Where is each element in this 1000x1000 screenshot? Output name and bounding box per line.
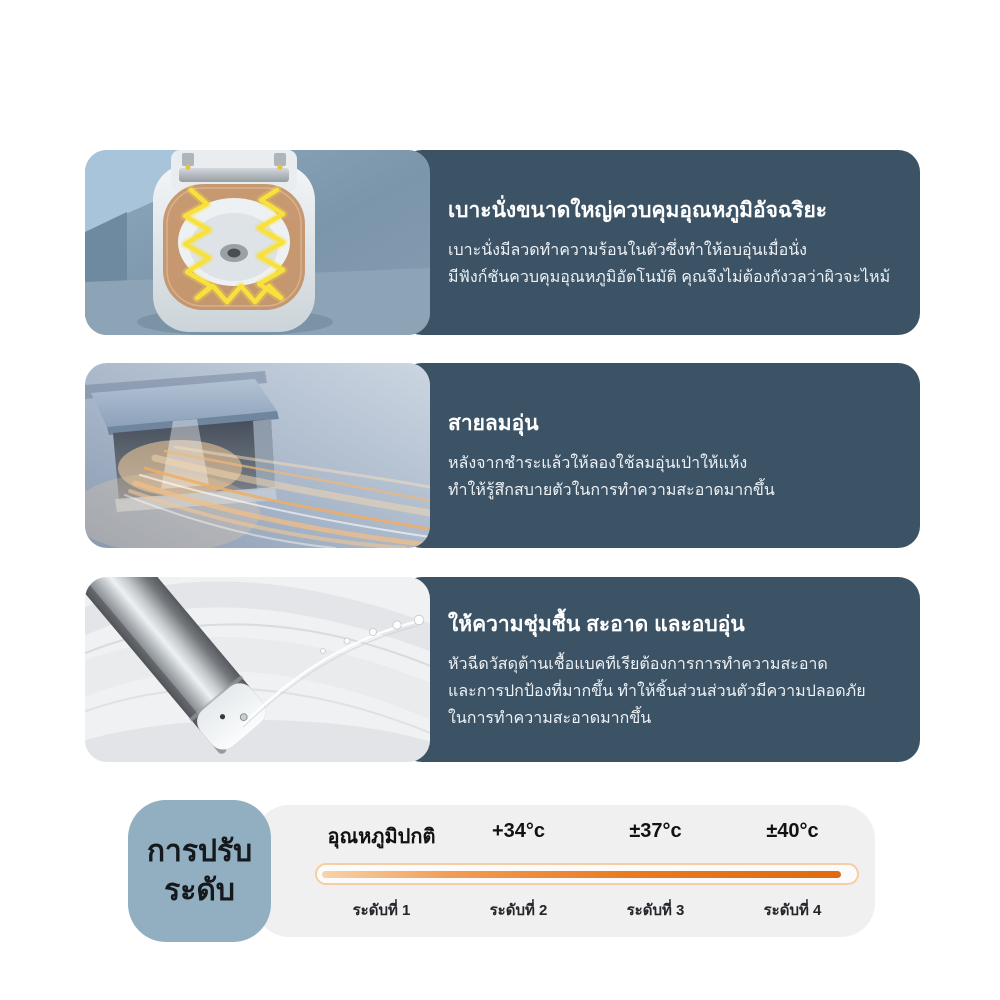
level-label: ระดับที่ 3 xyxy=(626,902,685,919)
feature-panel xyxy=(400,150,920,335)
feature-body-line: เบาะนั่งมีลวดทำความร้อนในตัวซึ่งทำให้อบอุ่นเมื่อนั่ง xyxy=(448,242,807,259)
warm-air-dryer-image xyxy=(85,363,430,548)
level-label: ระดับที่ 1 xyxy=(352,902,411,919)
feature-card-heated-seat xyxy=(0,150,1000,335)
feature-body-line: ทำให้รู้สึกสบายตัวในการทำความสะอาดมากขึ้น xyxy=(448,482,775,499)
temperature-gradient-bar-fill xyxy=(322,871,841,878)
feature-body-line: หัวฉีดวัสดุต้านเชื้อแบคทีเรียต้องการการทำความสะอาด xyxy=(448,655,828,673)
feature-card-spray-nozzle xyxy=(0,577,1000,762)
feature-body-line: มีฟังก์ชันควบคุมอุณหภูมิอัตโนมัติ คุณจึงไม่ต้องกังวลว่าผิวจะไหม้ xyxy=(448,269,891,286)
adjustment-scale-panel xyxy=(255,805,875,937)
feature-text-block xyxy=(400,608,888,732)
feature-card-warm-air xyxy=(0,363,1000,548)
adjustment-heading-line: การปรับ xyxy=(146,835,253,868)
temperature-labels-row xyxy=(313,820,861,852)
level-label: ระดับที่ 2 xyxy=(489,902,548,919)
toilet-heated-seat-image xyxy=(85,150,430,335)
feature-panel xyxy=(400,577,920,762)
temperature-label: ±40°c xyxy=(766,820,819,842)
feature-text-block xyxy=(400,194,912,291)
adjustment-scale-content xyxy=(313,805,861,937)
feature-body-line: และการปกป้องที่มากขึ้น ทำให้ชิ้นส่วนส่วนตัวมีความปลอดภัย xyxy=(448,682,866,700)
level-labels-row xyxy=(313,898,861,922)
temperature-label: ±37°c xyxy=(629,820,682,842)
feature-title: เบาะนั่งขนาดใหญ่ควบคุมอุณหภูมิอัจฉริยะ xyxy=(448,199,828,222)
temperature-gradient-bar xyxy=(315,863,859,885)
feature-body-line: ในการทำความสะอาดมากขึ้น xyxy=(448,709,652,727)
adjustment-heading-line: ระดับ xyxy=(164,874,235,907)
feature-title: สายลมอุ่น xyxy=(448,412,539,435)
feature-text-block xyxy=(400,407,797,504)
temperature-adjustment-section xyxy=(0,800,1000,944)
temperature-label: +34°c xyxy=(491,820,546,842)
feature-panel xyxy=(400,363,920,548)
feature-title: ให้ความชุ่มชื้น สะอาด และอบอุ่น xyxy=(448,612,745,636)
temperature-label: อุณหภูมิปกติ xyxy=(327,826,436,848)
adjustment-heading-box xyxy=(128,800,271,942)
feature-body-line: หลังจากชำระแล้วให้ลองใช้ลมอุ่นเป่าให้แห้ง xyxy=(448,455,748,472)
bidet-spray-nozzle-image xyxy=(85,577,430,762)
level-label: ระดับที่ 4 xyxy=(763,902,822,919)
